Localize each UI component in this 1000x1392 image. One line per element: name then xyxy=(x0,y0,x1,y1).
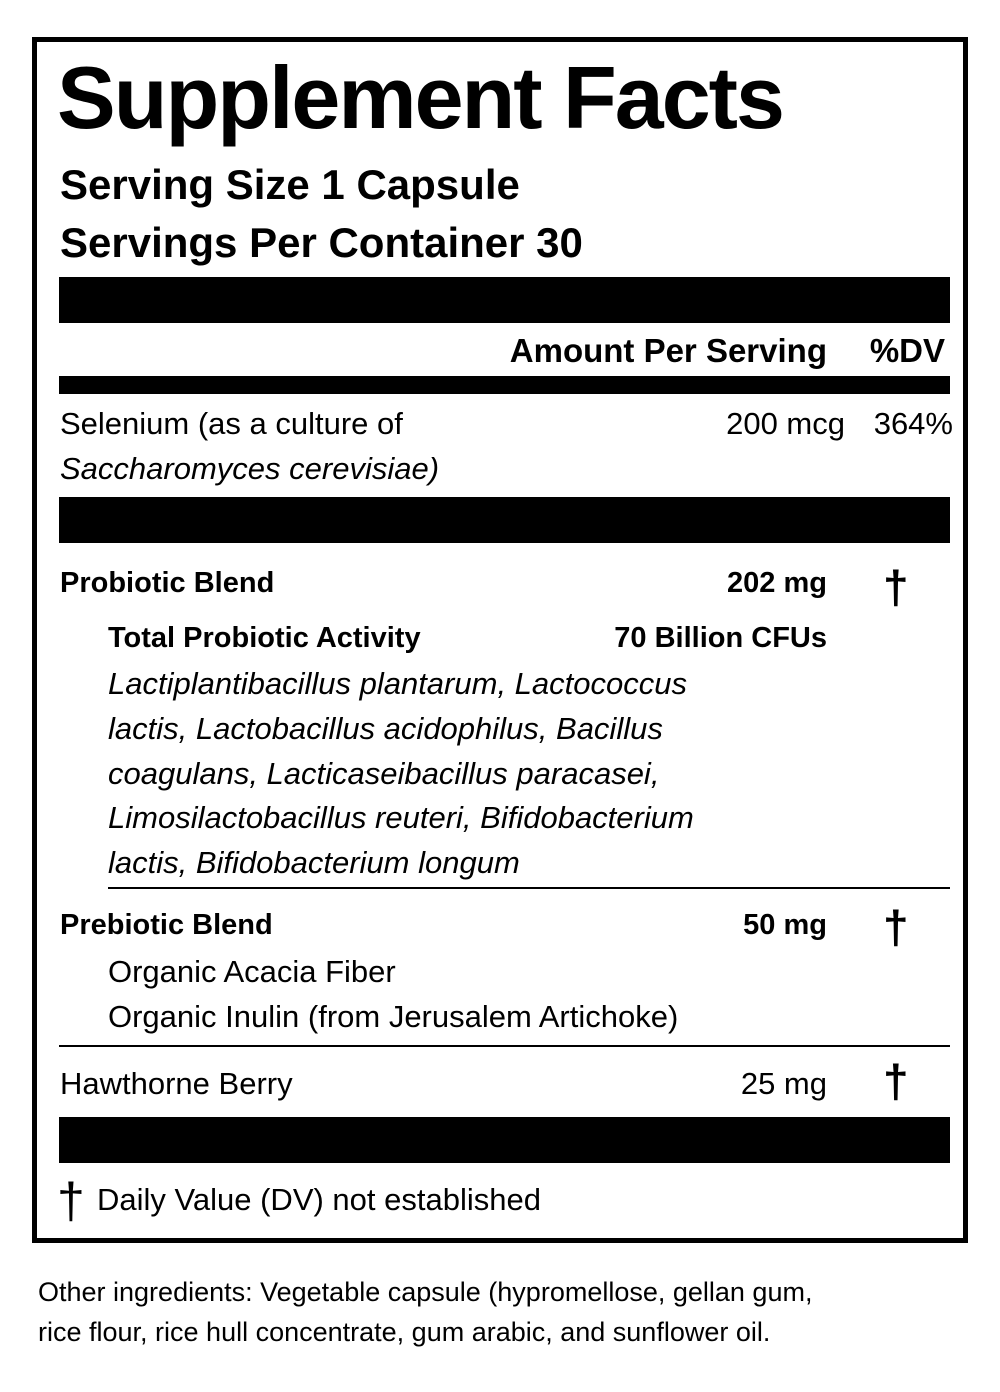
total-probiotic-activity-label: Total Probiotic Activity xyxy=(108,622,421,654)
prebiotic-dagger-icon: † xyxy=(883,901,909,953)
medium-divider xyxy=(59,376,950,394)
probiotic-dagger-icon: † xyxy=(883,561,909,613)
supplement-facts-panel xyxy=(32,37,968,1243)
hawthorne-dagger-icon: † xyxy=(883,1055,909,1107)
thin-divider-1 xyxy=(108,887,950,889)
selenium-dv: 364% xyxy=(873,406,953,441)
amount-per-serving-header: Amount Per Serving xyxy=(509,332,827,369)
prebiotic-blend-amount: 50 mg xyxy=(743,909,827,941)
thick-divider-2 xyxy=(59,497,950,543)
selenium-name: Selenium (as a culture of xyxy=(60,406,403,441)
serving-size: Serving Size 1 Capsule xyxy=(60,161,520,208)
probiotic-blend-amount: 202 mg xyxy=(727,567,827,599)
other-ingredients-line: rice flour, rice hull concentrate, gum arabic, and sunflower oil. xyxy=(38,1317,771,1347)
total-probiotic-activity-value: 70 Billion CFUs xyxy=(614,622,827,654)
thick-divider-1 xyxy=(59,277,950,323)
prebiotic-blend-name: Prebiotic Blend xyxy=(60,909,273,941)
probiotic-strains-line: Limosilactobacillus reuteri, Bifidobacterium xyxy=(108,800,694,835)
hawthorne-berry-name: Hawthorne Berry xyxy=(60,1066,293,1101)
probiotic-strains-line: coagulans, Lacticaseibacillus paracasei, xyxy=(108,756,660,791)
probiotic-blend-name: Probiotic Blend xyxy=(60,567,275,599)
thin-divider-2 xyxy=(59,1045,950,1047)
other-ingredients xyxy=(38,1272,968,1352)
selenium-source: Saccharomyces cerevisiae) xyxy=(60,451,440,486)
selenium-amount: 200 mcg xyxy=(726,406,845,441)
other-ingredients-line: Other ingredients: Vegetable capsule (hypromellose, gellan gum, xyxy=(38,1277,813,1307)
dv-header: %DV xyxy=(869,332,945,369)
thick-divider-3 xyxy=(59,1117,950,1163)
panel-title: Supplement Facts xyxy=(57,48,783,147)
hawthorne-berry-amount: 25 mg xyxy=(740,1066,827,1101)
probiotic-strains-line: Lactiplantibacillus plantarum, Lactococcus xyxy=(108,666,687,701)
prebiotic-item: Organic Acacia Fiber xyxy=(108,954,396,989)
footnote-text: Daily Value (DV) not established xyxy=(97,1182,541,1217)
prebiotic-item: Organic Inulin (from Jerusalem Artichoke) xyxy=(108,999,679,1034)
footnote-dagger-icon: † xyxy=(57,1173,85,1229)
probiotic-strains-line: lactis, Bifidobacterium longum xyxy=(108,845,520,880)
probiotic-strains-line: lactis, Lactobacillus acidophilus, Bacillus xyxy=(108,711,663,746)
servings-per-container: Servings Per Container 30 xyxy=(60,219,583,266)
